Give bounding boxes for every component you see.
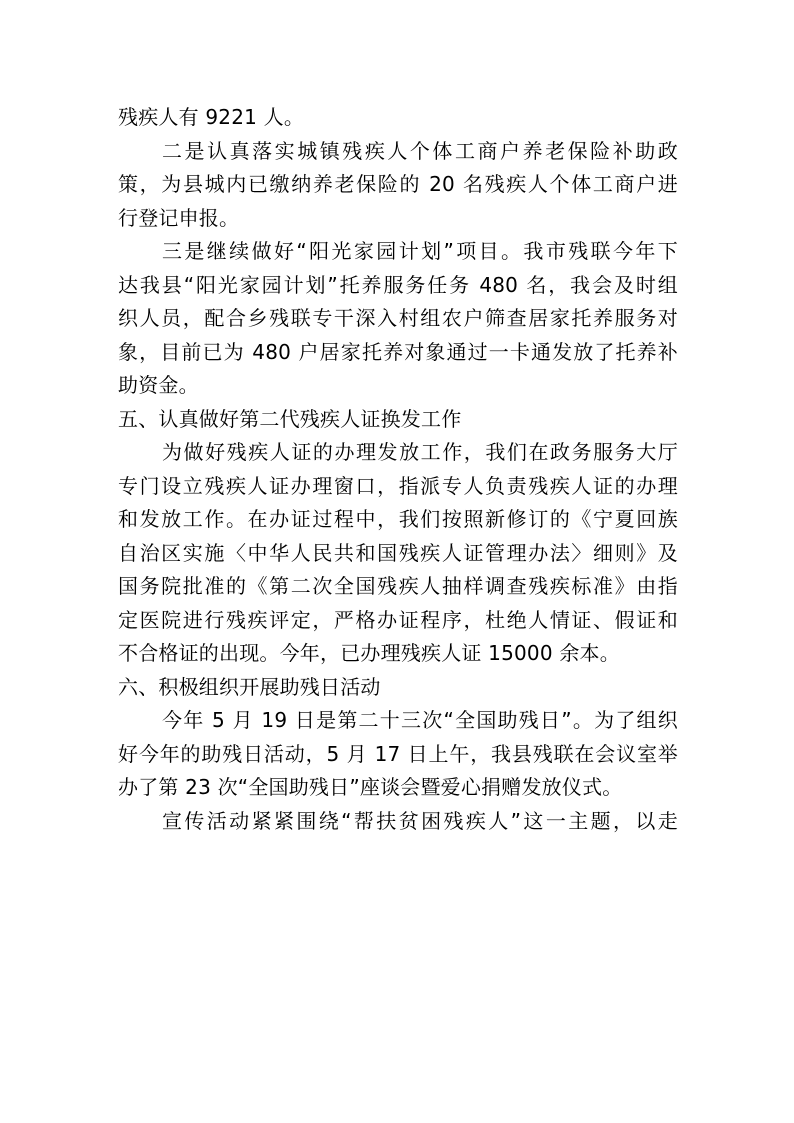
- text-line: 和发放工作。在办证过程中，我们按照新修订的《宁夏回族: [118, 507, 678, 531]
- section-heading: 六、积极组织开展助残日活动: [118, 674, 381, 699]
- paragraph-first-line: 今年 5 月 19 日是第二十三次“全国助残日”。为了组织: [162, 708, 678, 732]
- text-line: 达我县“阳光家园计划”托养服务任务 480 名，我会及时组: [118, 272, 678, 297]
- paragraph-first-line: 为做好残疾人证的办理发放工作，我们在政务服务大厅: [162, 440, 678, 464]
- text-line: 不合格证的出现。今年，已办理残疾人证 15000 余本。: [118, 641, 620, 665]
- section-heading: 五、认真做好第二代残疾人证换发工作: [118, 406, 462, 431]
- paragraph-first-line: 二是认真落实城镇残疾人个体工商户养老保险补助政: [162, 138, 678, 163]
- text-line: 专门设立残疾人证办理窗口，指派专人负责残疾人证的办理: [118, 473, 678, 498]
- text-line: 策，为县城内已缴纳养老保险的 20 名残疾人个体工商户进: [118, 172, 678, 196]
- text-line: 行登记申报。: [118, 205, 240, 230]
- text-line: 好今年的助残日活动，5 月 17 日上午，我县残联在会议室举: [118, 741, 678, 766]
- text-line: 残疾人有 9221 人。: [118, 105, 305, 129]
- text-line: 织人员，配合乡残联专干深入村组农户筛查居家托养服务对: [118, 306, 678, 330]
- text-line: 国务院批准的《第二次全国残疾人抽样调查残疾标准》由指: [118, 574, 678, 598]
- document-body: [118, 101, 678, 838]
- paragraph-first-line: 三是继续做好“阳光家园计划”项目。我市残联今年下: [162, 239, 678, 263]
- text-line: 自治区实施〈中华人民共和国残疾人证管理办法〉细则》及: [118, 540, 678, 565]
- text-line: 定医院进行残疾评定，严格办证程序，杜绝人情证、假证和: [118, 607, 678, 632]
- paragraph-first-line: 宣传活动紧紧围绕“帮扶贫困残疾人”这一主题，以走: [162, 808, 678, 833]
- text-line: 办了第 23 次“全国助残日”座谈会暨爱心捐赠发放仪式。: [118, 775, 623, 799]
- text-line: 象，目前已为 480 户居家托养对象通过一卡通发放了托养补: [118, 339, 678, 364]
- text-line: 助资金。: [118, 373, 199, 397]
